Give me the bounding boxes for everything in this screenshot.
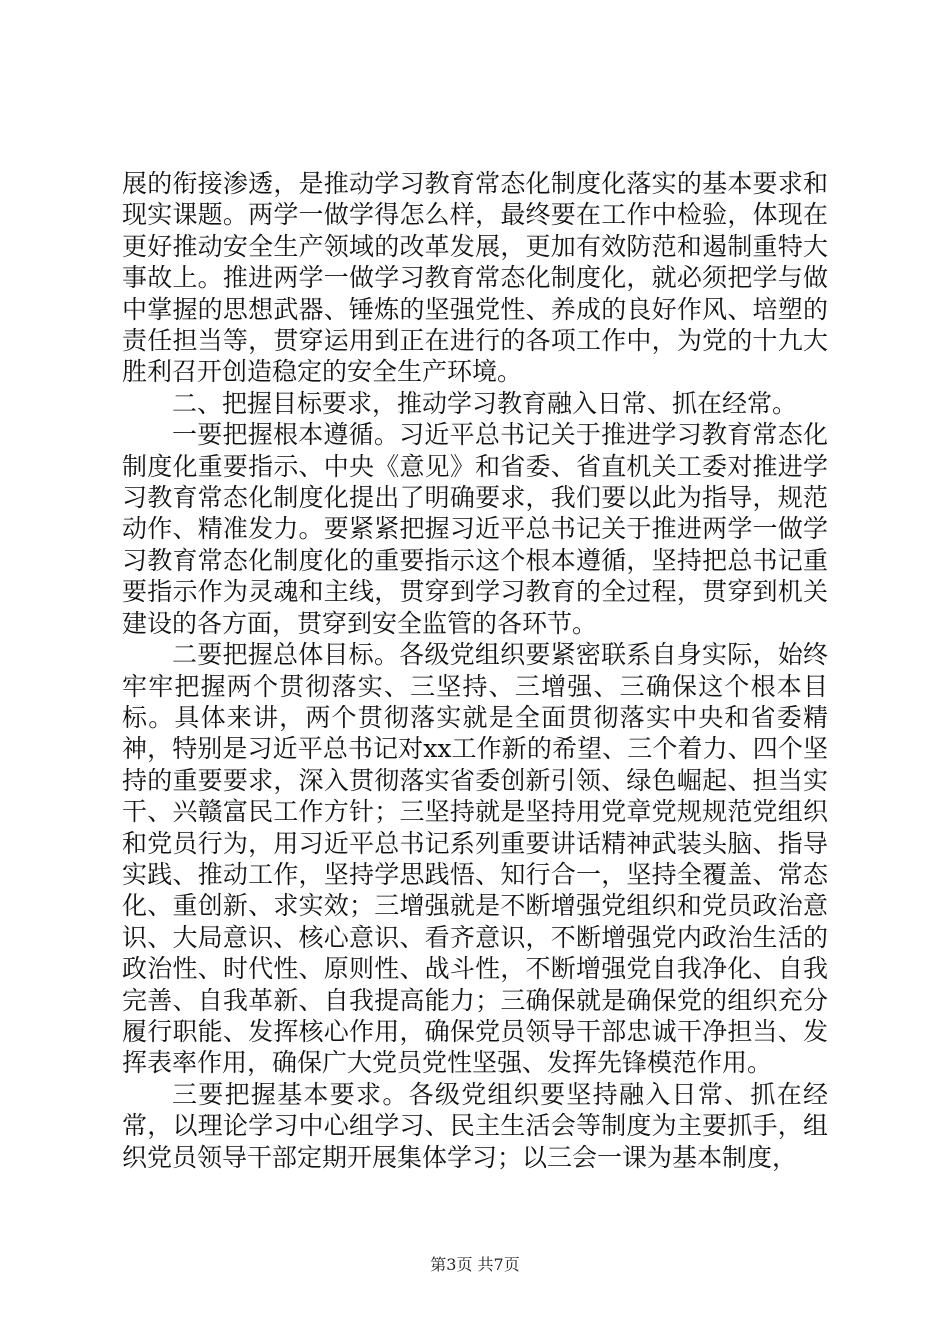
document-body [122,168,828,1173]
page-number-footer: 第3页 共7页 [430,1255,520,1274]
paragraph-continuation: 展的衔接渗透，是推动学习教育常态化制度化落实的基本要求和现实课题。两学一做学得怎么样，最终要在工作中检验，体现在更好推动安全生产领域的改革发展，更加有效防范和遏制重特大事故上。推进两学一做学习教育常态化制度化，就必须把学与做中掌握的思想武器、锤炼的坚强党性、养成的良好作风、培塑的责任担当等，贯穿运用到正在进行的各项工作中，为党的十九大胜利召开创造稳定的安全生产环境。 [122,169,828,387]
paragraph-fundamental-guidance: 一要把握根本遵循。习近平总书记关于推进学习教育常态化制度化重要指示、中央《意见》和省委、省直机关工委对推进学习教育常态化制度化提出了明确要求，我们要以此为指导，规范动作、精准发力。要紧紧把握习近平总书记关于推进两学一做学习教育常态化制度化的重要指示这个根本遵循，坚持把总书记重要指示作为灵魂和主线，贯穿到学习教育的全过程，贯穿到机关建设的各方面，贯穿到安全监管的各环节。 [122,420,828,638]
section-heading-2: 二、把握目标要求，推动学习教育融入日常、抓在经常。 [172,388,798,418]
paragraph-overall-goal: 二要把握总体目标。各级党组织要紧密联系自身实际，始终牢牢把握两个贯彻落实、三坚持、三增强、三确保这个根本目标。具体来讲，两个贯彻落实就是全面贯彻落实中央和省委精神，特别是习近平总书记对xx工作新的希望、三个着力、四个坚持的重要要求，深入贯彻落实省委创新引领、绿色崛起、担当实干、兴赣富民工作方针；三坚持就是坚持用党章党规规范党组织和党员行为，用习近平总书记系列重要讲话精神武装头脑、指导实践、推动工作，坚持学思践悟、知行合一，坚持全覆盖、常态化、重创新、求实效；三增强就是不断增强党组织和党员政治意识、大局意识、核心意识、看齐意识，不断增强党内政治生活的政治性、时代性、原则性、战斗性，不断增强党自我净化、自我完善、自我革新、自我提高能力；三确保就是确保党的组织充分履行职能、发挥核心作用，确保党员领导干部忠诚干净担当、发挥表率作用，确保广大党员党性坚强、发挥先锋模范作用。 [122,640,828,1078]
paragraph-basic-requirements: 三要把握基本要求。各级党组织要坚持融入日常、抓在经常，以理论学习中心组学习、民主生活会等制度为主要抓手，组织党员领导干部定期开展集体学习；以三会一课为基本制度， [122,1079,828,1172]
